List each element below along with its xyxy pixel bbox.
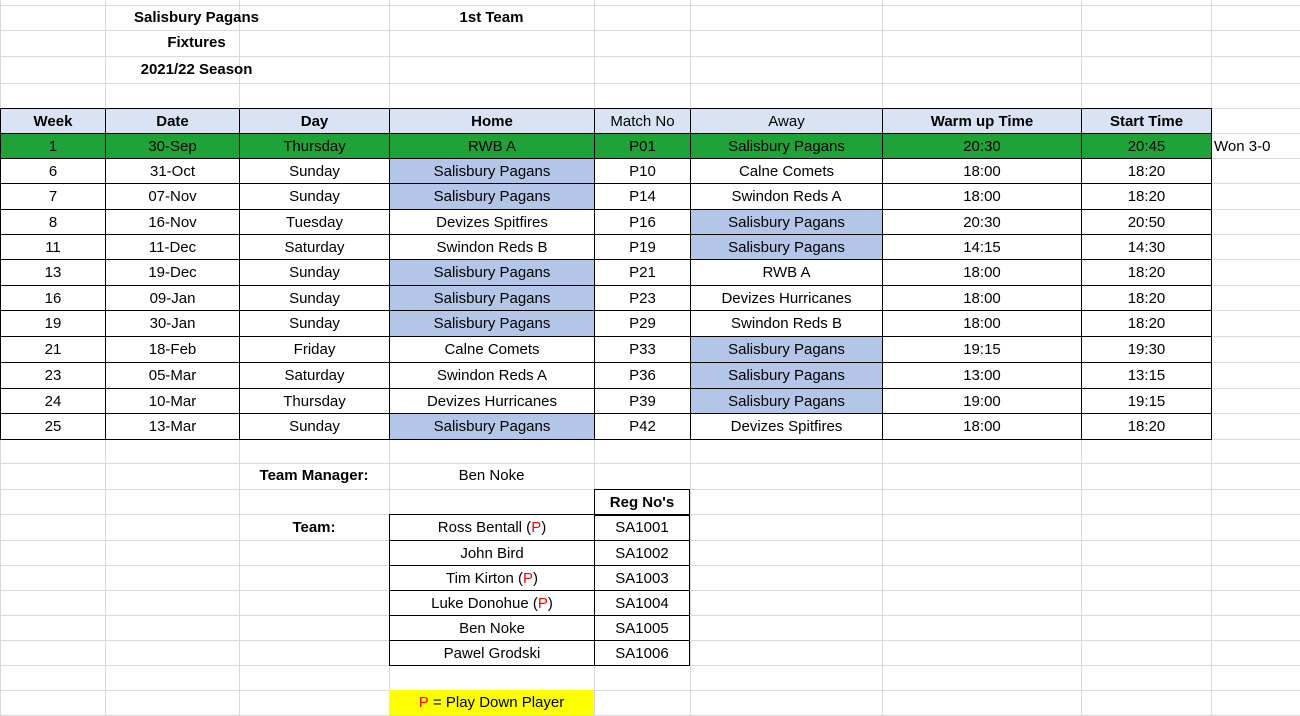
cell-date: 11-Dec bbox=[105, 234, 240, 260]
cell-day: Sunday bbox=[239, 158, 390, 184]
cell-day: Sunday bbox=[239, 285, 390, 311]
cell-home: Calne Comets bbox=[389, 336, 595, 363]
cell-date: 16-Nov bbox=[105, 209, 240, 235]
cell-match: P39 bbox=[594, 388, 691, 414]
cell-date: 09-Jan bbox=[105, 285, 240, 311]
cell-date: 05-Mar bbox=[105, 362, 240, 389]
team-label-cell: Team: bbox=[292, 518, 336, 536]
player-name bbox=[389, 590, 595, 616]
header-home: Home bbox=[389, 108, 595, 134]
cell-start: 18:20 bbox=[1081, 285, 1212, 311]
cell-match: P19 bbox=[594, 234, 691, 260]
cell-away: Salisbury Pagans bbox=[690, 133, 883, 159]
cell-day: Thursday bbox=[239, 388, 390, 414]
cell-away: Salisbury Pagans bbox=[690, 388, 883, 414]
cell-day: Sunday bbox=[239, 413, 390, 440]
cell-start: 20:45 bbox=[1081, 133, 1212, 159]
cell-date: 10-Mar bbox=[105, 388, 240, 414]
cell-home: Salisbury Pagans bbox=[389, 285, 595, 311]
cell-start: 18:20 bbox=[1081, 310, 1212, 337]
cell-day: Tuesday bbox=[239, 209, 390, 235]
cell-match: P14 bbox=[594, 183, 691, 210]
cell-day: Sunday bbox=[239, 259, 390, 286]
player-name-text: Ben Noke bbox=[459, 619, 525, 637]
cell-away: Devizes Spitfires bbox=[690, 413, 883, 440]
cell-match: P42 bbox=[594, 413, 691, 440]
cell-away: Salisbury Pagans bbox=[690, 234, 883, 260]
cell-week: 21 bbox=[0, 336, 106, 363]
cell-day: Sunday bbox=[239, 310, 390, 337]
cell-match: P33 bbox=[594, 336, 691, 363]
header-start-time: Start Time bbox=[1081, 108, 1212, 134]
header-week: Week bbox=[0, 108, 106, 134]
season-title: 2021/22 Season bbox=[140, 61, 253, 78]
cell-week: 13 bbox=[0, 259, 106, 286]
cell-warm: 13:00 bbox=[882, 362, 1082, 389]
cell-start: 18:20 bbox=[1081, 183, 1212, 210]
cell-match: P16 bbox=[594, 209, 691, 235]
cell-start: 18:20 bbox=[1081, 259, 1212, 286]
cell-day: Saturday bbox=[239, 234, 390, 260]
cell-week: 11 bbox=[0, 234, 106, 260]
cell-warm: 18:00 bbox=[882, 285, 1082, 311]
cell-start: 19:15 bbox=[1081, 388, 1212, 414]
cell-week: 6 bbox=[0, 158, 106, 184]
header-date: Date bbox=[105, 108, 240, 134]
legend-text: = Play Down Player bbox=[428, 694, 565, 711]
cell-home: Salisbury Pagans bbox=[389, 259, 595, 286]
cell-warm: 20:30 bbox=[882, 133, 1082, 159]
cell-warm: 19:00 bbox=[882, 388, 1082, 414]
cell-warm: 18:00 bbox=[882, 413, 1082, 440]
team-label: 1st Team bbox=[459, 9, 524, 26]
cell-date: 31-Oct bbox=[105, 158, 240, 184]
cell-warm: 14:15 bbox=[882, 234, 1082, 260]
legend-marker: P bbox=[418, 694, 429, 711]
cell-day: Friday bbox=[239, 336, 390, 363]
cell-away: Devizes Hurricanes bbox=[690, 285, 883, 311]
team-manager-name: Ben Noke bbox=[458, 467, 525, 484]
cell-match: P21 bbox=[594, 259, 691, 286]
cell-warm: 18:00 bbox=[882, 158, 1082, 184]
player-reg-no: SA1002 bbox=[594, 540, 690, 566]
cell-away: Salisbury Pagans bbox=[690, 336, 883, 363]
cell-date: 19-Dec bbox=[105, 259, 240, 286]
cell-day: Sunday bbox=[239, 183, 390, 210]
cell-home: Swindon Reds A bbox=[389, 362, 595, 389]
player-name bbox=[389, 615, 595, 641]
cell-date: 13-Mar bbox=[105, 413, 240, 440]
cell-start: 18:20 bbox=[1081, 158, 1212, 184]
player-name-text: Ross Bentall bbox=[437, 519, 523, 536]
cell-match: P29 bbox=[594, 310, 691, 337]
cell-date: 30-Jan bbox=[105, 310, 240, 337]
cell-day: Thursday bbox=[239, 133, 390, 159]
cell-day: Saturday bbox=[239, 362, 390, 389]
header-day: Day bbox=[239, 108, 390, 134]
cell-week: 24 bbox=[0, 388, 106, 414]
cell-week: 25 bbox=[0, 413, 106, 440]
player-name-text: Pawel Grodski bbox=[443, 644, 541, 662]
header-away: Away bbox=[690, 108, 883, 134]
play-down-legend bbox=[389, 690, 594, 715]
cell-away: Swindon Reds A bbox=[690, 183, 883, 210]
cell-warm: 19:15 bbox=[882, 336, 1082, 363]
cell-week: 23 bbox=[0, 362, 106, 389]
cell-match: P36 bbox=[594, 362, 691, 389]
cell-warm: 20:30 bbox=[882, 209, 1082, 235]
club-title: Salisbury Pagans bbox=[133, 9, 260, 26]
cell-week: 19 bbox=[0, 310, 106, 337]
play-down-p: P bbox=[522, 569, 533, 587]
cell-away: Swindon Reds B bbox=[690, 310, 883, 337]
cell-week: 1 bbox=[0, 133, 106, 159]
play-down-p: P bbox=[537, 594, 548, 612]
play-down-p: P bbox=[531, 519, 542, 536]
header-match-no: Match No bbox=[594, 108, 691, 134]
team-manager-label: Team Manager: bbox=[259, 467, 369, 484]
header-warm-up-time: Warm up Time bbox=[882, 108, 1082, 134]
fixtures-title: Fixtures bbox=[167, 34, 226, 51]
cell-week: 8 bbox=[0, 209, 106, 235]
player-reg-no: SA1001 bbox=[594, 514, 690, 541]
player-name bbox=[389, 565, 595, 591]
play-down-marker: (P) bbox=[528, 594, 553, 612]
cell-start: 13:15 bbox=[1081, 362, 1212, 389]
player-name-text: Luke Donohue bbox=[431, 594, 529, 612]
play-down-marker: (P) bbox=[513, 569, 538, 587]
player-name-text: Tim Kirton bbox=[446, 569, 514, 587]
cell-start: 18:20 bbox=[1081, 413, 1212, 440]
cell-home: Salisbury Pagans bbox=[389, 413, 595, 440]
cell-date: 07-Nov bbox=[105, 183, 240, 210]
cell-home: Devizes Spitfires bbox=[389, 209, 595, 235]
cell-warm: 18:00 bbox=[882, 259, 1082, 286]
cell-warm: 18:00 bbox=[882, 310, 1082, 337]
cell-match: P10 bbox=[594, 158, 691, 184]
cell-week: 16 bbox=[0, 285, 106, 311]
cell-match: P23 bbox=[594, 285, 691, 311]
cell-start: 19:30 bbox=[1081, 336, 1212, 363]
player-reg-no: SA1003 bbox=[594, 565, 690, 591]
cell-away: Salisbury Pagans bbox=[690, 362, 883, 389]
player-reg-no: SA1006 bbox=[594, 640, 690, 666]
player-reg-no: SA1004 bbox=[594, 590, 690, 616]
cell-home: Swindon Reds B bbox=[389, 234, 595, 260]
cell-start: 20:50 bbox=[1081, 209, 1212, 235]
player-reg-no: SA1005 bbox=[594, 615, 690, 641]
cell-date: 18-Feb bbox=[105, 336, 240, 363]
player-name bbox=[389, 640, 595, 666]
cell-week: 7 bbox=[0, 183, 106, 210]
result-note: Won 3-0 bbox=[1214, 137, 1271, 155]
cell-date: 30-Sep bbox=[105, 133, 240, 159]
cell-home: Salisbury Pagans bbox=[389, 158, 595, 184]
cell-home: Salisbury Pagans bbox=[389, 310, 595, 337]
player-name bbox=[389, 540, 595, 566]
cell-match: P01 bbox=[594, 133, 691, 159]
cell-away: RWB A bbox=[690, 259, 883, 286]
cell-home: Devizes Hurricanes bbox=[389, 388, 595, 414]
cell-start: 14:30 bbox=[1081, 234, 1212, 260]
reg-no-header: Reg No's bbox=[594, 489, 690, 516]
cell-warm: 18:00 bbox=[882, 183, 1082, 210]
cell-home: Salisbury Pagans bbox=[389, 183, 595, 210]
player-name bbox=[389, 514, 595, 541]
play-down-marker: (P) bbox=[522, 519, 547, 536]
cell-away: Calne Comets bbox=[690, 158, 883, 184]
player-name-text: John Bird bbox=[460, 544, 524, 562]
cell-away: Salisbury Pagans bbox=[690, 209, 883, 235]
cell-home: RWB A bbox=[389, 133, 595, 159]
